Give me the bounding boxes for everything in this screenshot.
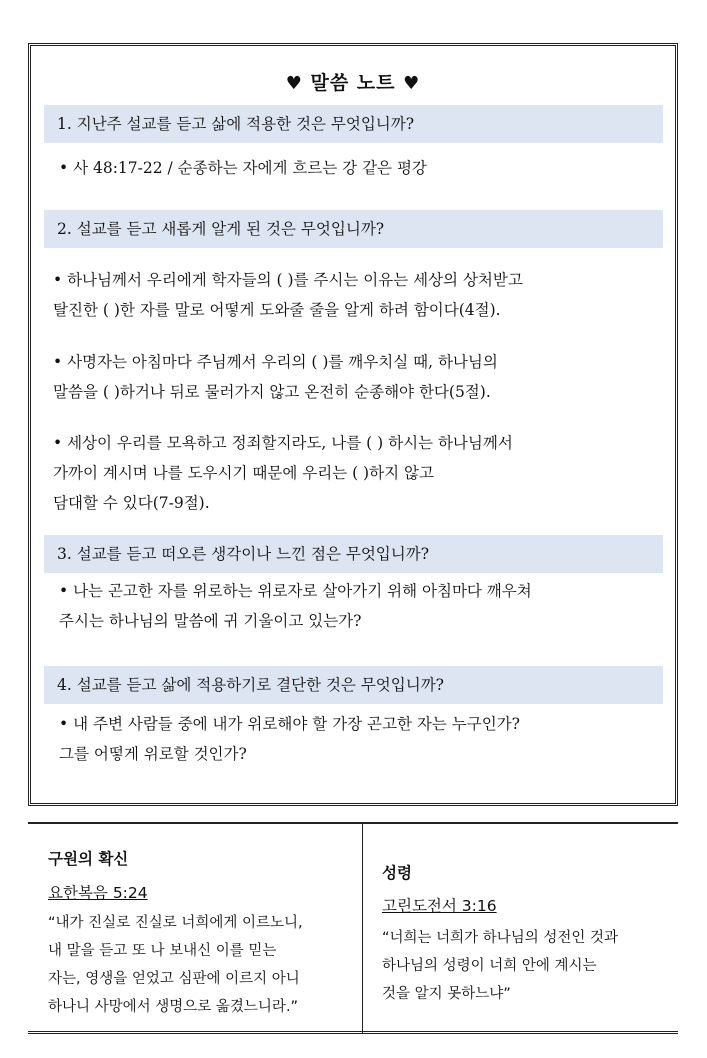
scripture-reference: 고린도전서 3:16	[382, 897, 497, 915]
heart-icon: ♥	[285, 73, 303, 94]
scripture-verse-line: “내가 진실로 진실로 너희에게 이르노니,	[48, 915, 303, 931]
answer-4-line: 그를 어떻게 위로할 것인가?	[59, 745, 247, 763]
section-divider	[28, 822, 678, 824]
salvage-heading: 구원의 확신	[48, 850, 129, 868]
note-title-text: 말씀 노트	[310, 72, 396, 94]
scripture-verse-line: 하나니 사망에서 생명으로 옮겼느니라.”	[48, 999, 299, 1015]
scripture-verse-line: 자는, 영생을 얻었고 심판에 이르지 아니	[48, 971, 300, 987]
answer-2-line: • 사명자는 아침마다 주님께서 우리의 ( )를 깨우치실 때, 하나님의	[53, 353, 498, 371]
answer-1-line: • 사 48:17-22 / 순종하는 자에게 흐르는 강 같은 평강	[59, 159, 427, 177]
answer-2-line: • 세상이 우리를 모욕하고 정죄할지라도, 나를 ( ) 하시는 하나님께서	[53, 434, 513, 452]
scripture-verse-line: “너희는 너희가 하나님의 성전인 것과	[382, 930, 619, 946]
answer-2-line: 가까이 계시며 나를 도우시기 때문에 우리는 ( )하지 않고	[53, 464, 434, 482]
question-1: 1. 지난주 설교를 듣고 삶에 적용한 것은 무엇입니까?	[44, 105, 663, 143]
question-4: 4. 설교를 듣고 삶에 적용하기로 결단한 것은 무엇입니까?	[44, 666, 663, 704]
answer-2-line: 담대할 수 있다(7-9절).	[53, 494, 210, 512]
question-3: 3. 설교를 듣고 떠오른 생각이나 느낀 점은 무엇입니까?	[44, 535, 663, 573]
holy-spirit-heading: 성령	[382, 864, 412, 882]
answer-4-line: • 내 주변 사람들 중에 내가 위로해야 할 가장 곤고한 자는 누구인가?	[59, 715, 520, 733]
answer-2-line: 탈진한 ( )한 자를 말로 어떻게 도와줄 줄을 알게 하려 함이다(4절).	[53, 301, 501, 319]
section-divider	[28, 1031, 678, 1034]
scripture-verse-line: 것을 알지 못하느냐”	[382, 986, 511, 1002]
answer-2-line: 말씀을 ( )하거나 뒤로 물러가지 않고 온전히 순종해야 한다(5절).	[53, 383, 491, 401]
note-title	[31, 68, 675, 95]
question-2: 2. 설교를 듣고 새롭게 알게 된 것은 무엇입니까?	[44, 210, 663, 248]
scripture-verse-line: 내 말을 듣고 또 나 보내신 이를 믿는	[48, 943, 277, 959]
answer-3-line: 주시는 하나님의 말씀에 귀 기울이고 있는가?	[59, 612, 362, 630]
answer-2-line: • 하나님께서 우리에게 학자들의 ( )를 주시는 이유는 세상의 상처받고	[53, 271, 523, 289]
heart-icon: ♥	[403, 73, 421, 94]
scripture-verse-line: 하나님의 성령이 너희 안에 계시는	[382, 958, 597, 974]
scripture-reference: 요한복음 5:24	[48, 884, 148, 902]
answer-3-line: • 나는 곤고한 자를 위로하는 위로자로 살아가기 위해 아침마다 깨우쳐	[59, 582, 532, 600]
sermon-note-box	[28, 43, 678, 806]
column-divider	[362, 823, 363, 1033]
